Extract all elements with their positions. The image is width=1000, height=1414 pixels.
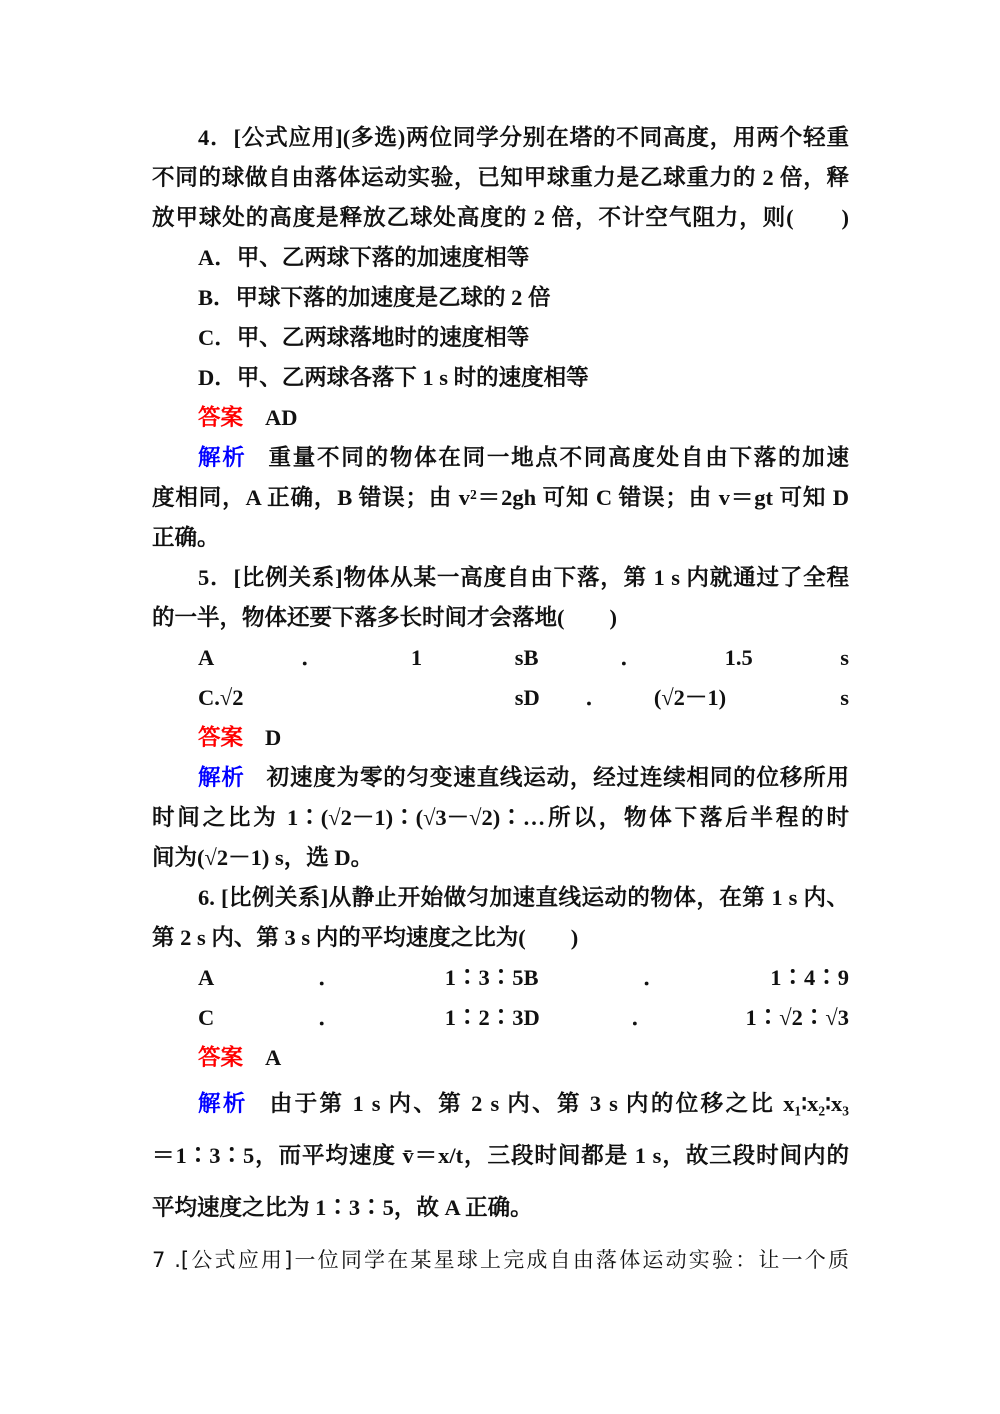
question-text: 5．[比例关系]物体从某一高度自由下落，第 1 s 内就通过了全程 xyxy=(198,565,849,590)
option-c: C．甲、乙两球落地时的速度相等 xyxy=(198,325,530,350)
options-row xyxy=(152,638,849,678)
answer-label: 答案 xyxy=(198,725,244,751)
question-5 xyxy=(152,558,849,878)
explanation-text: 度相同，A 正确，B 错误；由 v²＝2gh 可知 C 错误；由 v＝gt 可知 D xyxy=(152,485,849,510)
question-4 xyxy=(152,118,849,558)
document-page xyxy=(152,118,849,1286)
explanation-text: 正确。 xyxy=(152,525,220,550)
option-b: B．1∶4∶9 xyxy=(523,965,849,990)
answer-label: 答案 xyxy=(198,1045,244,1071)
option-a: A．甲、乙两球下落的加速度相等 xyxy=(198,245,530,270)
option-b: B．1.5 s xyxy=(523,645,849,670)
explanation-text: ＝1∶3∶5，而平均速度 v̄＝x/t，三段时间都是 1 s，故三段时间内的 xyxy=(152,1143,849,1168)
option-d: D．(√2－1) s xyxy=(523,685,849,710)
question-text: 6. [比例关系]从静止开始做匀加速直线运动的物体，在第 1 s 内、 xyxy=(198,885,849,910)
options-row xyxy=(152,678,849,718)
answer-row xyxy=(152,398,849,438)
options-row xyxy=(152,958,849,998)
explanation-row xyxy=(152,438,849,478)
option-a: A．1 s xyxy=(198,645,524,670)
option-d: D．1∶√2∶√3 xyxy=(523,1005,849,1030)
explanation-text: 重量不同的物体在同一地点不同高度处自由下落的加速 xyxy=(268,445,849,470)
explanation-text: 时间之比为 1∶(√2－1)∶(√3－√2)∶…所以，物体下落后半程的时 xyxy=(152,805,849,830)
option-d: D．甲、乙两球各落下 1 s 时的速度相等 xyxy=(198,365,589,390)
question-text: 的一半，物体还要下落多长时间才会落地( ) xyxy=(152,605,617,630)
explanation-row xyxy=(152,1078,849,1130)
explanation-text: 初速度为零的匀变速直线运动，经过连续相同的位移所用 xyxy=(266,765,849,790)
answer-label: 答案 xyxy=(198,405,244,431)
question-6 xyxy=(152,878,849,1234)
question-text: 4．[公式应用](多选)两位同学分别在塔的不同高度，用两个轻重 xyxy=(198,125,849,150)
question-text: 放甲球处的高度是释放乙球处高度的 2 倍，不计空气阻力，则( ) xyxy=(152,205,849,230)
explanation-label: 解析 xyxy=(198,445,247,471)
answer-value: D xyxy=(265,725,282,750)
question-text: 不同的球做自由落体运动实验，已知甲球重力是乙球重力的 2 倍，释 xyxy=(152,165,849,190)
option-a: A．1∶3∶5 xyxy=(198,965,524,990)
explanation-text: 间为(√2－1) s，选 D。 xyxy=(152,845,374,870)
option-b: B．甲球下落的加速度是乙球的 2 倍 xyxy=(198,285,551,310)
answer-value: AD xyxy=(265,405,298,430)
explanation-label: 解析 xyxy=(198,1091,248,1117)
question-7 xyxy=(152,1234,849,1286)
options-row xyxy=(152,998,849,1038)
answer-row xyxy=(152,718,849,758)
explanation-text: 平均速度之比为 1∶3∶5，故 A 正确。 xyxy=(152,1195,533,1220)
answer-value: A xyxy=(265,1045,282,1070)
answer-row xyxy=(152,1038,849,1078)
explanation-label: 解析 xyxy=(198,765,245,791)
question-text: 第 2 s 内、第 3 s 内的平均速度之比为( ) xyxy=(152,925,579,950)
explanation-text: 由于第 1 s 内、第 2 s 内、第 3 s 内的位移之比 x₁∶x₂∶x₃ xyxy=(269,1091,849,1116)
explanation-row xyxy=(152,758,849,798)
option-c: C．1∶2∶3 xyxy=(198,1005,524,1030)
option-c: C.√2 s xyxy=(198,685,524,710)
question-text: 7 .[公式应用]一位同学在某星球上完成自由落体运动实验：让一个质 xyxy=(152,1248,849,1272)
